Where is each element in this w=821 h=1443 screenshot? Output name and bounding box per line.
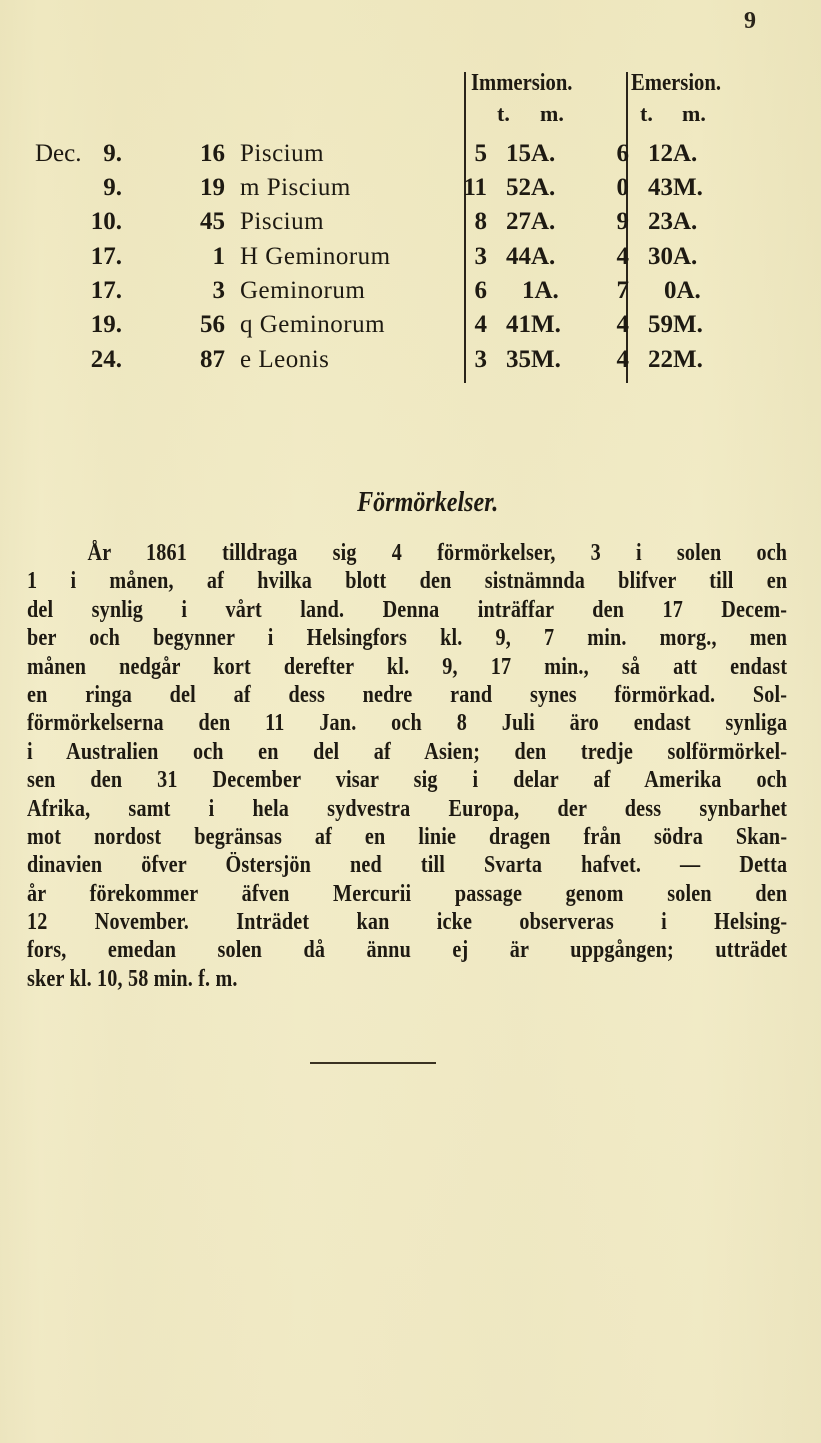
paragraph-line: Afrika, samt i hela sydvestra Europa, der dess synbarhet xyxy=(27,795,788,822)
day: 17. xyxy=(90,243,122,270)
emersion-hours: 6 xyxy=(616,140,629,167)
section-title-eclipses xyxy=(57,487,763,519)
emersion-hours: 9 xyxy=(616,208,629,235)
table-row xyxy=(0,140,821,170)
paragraph-line: månen nedgår kort derefter kl. 9, 17 min., så att endast xyxy=(27,653,788,680)
day: 9. xyxy=(103,174,122,201)
paragraph-line: 12 November. Inträdet kan icke observeras i Helsing- xyxy=(27,909,788,936)
page-number: 9 xyxy=(744,8,756,34)
emersion-minutes: 43M. xyxy=(648,174,703,201)
immersion-hours: 6 xyxy=(474,277,487,304)
immersion-minutes: 35M. xyxy=(506,346,561,373)
subheader-immersion-hours: t. xyxy=(497,101,510,126)
immersion-hours: 11 xyxy=(463,174,487,201)
star-number: 56 xyxy=(200,311,225,338)
star-name: H Geminorum xyxy=(240,243,391,270)
subheader-emersion-hours: t. xyxy=(640,101,653,126)
table-row xyxy=(0,311,821,341)
subheader-immersion-minutes: m. xyxy=(540,101,564,126)
immersion-minutes: 44A. xyxy=(506,243,556,270)
table-row xyxy=(0,277,821,307)
immersion-hours: 4 xyxy=(474,311,487,338)
section-title-text: Förmörkelser. xyxy=(357,487,499,518)
emersion-minutes: 22M. xyxy=(648,346,703,373)
emersion-minutes: 30A. xyxy=(648,243,698,270)
star-name: Piscium xyxy=(240,208,325,235)
star-name: Piscium xyxy=(240,140,325,167)
immersion-minutes: 15A. xyxy=(506,140,556,167)
emersion-hours: 7 xyxy=(616,277,629,304)
paragraph-line: mot nordost begränsas af en linie dragen från södra Skan- xyxy=(27,823,788,850)
immersion-minutes: 1A. xyxy=(522,277,559,304)
section-end-rule xyxy=(310,1062,436,1064)
star-name: m Piscium xyxy=(240,174,351,201)
table-row xyxy=(0,243,821,273)
star-name: Geminorum xyxy=(240,277,366,304)
day: 17. xyxy=(90,277,122,304)
immersion-minutes: 27A. xyxy=(506,208,556,235)
day: 9. xyxy=(103,140,122,167)
star-number: 3 xyxy=(212,277,225,304)
table-row xyxy=(0,346,821,376)
emersion-minutes: 23A. xyxy=(648,208,698,235)
table-row xyxy=(0,208,821,238)
paragraph-line: ber och begynner i Helsingfors kl. 9, 7 min. morg., men xyxy=(27,625,788,652)
star-number: 19 xyxy=(200,174,225,201)
occultation-table xyxy=(0,0,821,400)
immersion-hours: 8 xyxy=(474,208,487,235)
star-number: 1 xyxy=(212,243,225,270)
emersion-hours: 4 xyxy=(616,243,629,270)
star-number: 45 xyxy=(200,208,225,235)
paragraph-line: år förekommer äfven Mercurii passage genom solen den xyxy=(27,880,788,907)
paragraph-line: en ringa del af dess nedre rand synes förmörkad. Sol- xyxy=(27,681,788,708)
star-name: e Leonis xyxy=(240,346,330,373)
day: 19. xyxy=(90,311,122,338)
emersion-hours: 4 xyxy=(616,346,629,373)
emersion-hours: 0 xyxy=(616,174,629,201)
paragraph-line: i Australien och en del af Asien; den tredje solförmörkel- xyxy=(27,738,788,765)
paragraph-line: del synlig i vårt land. Denna inträffar den 17 Decem- xyxy=(27,596,788,623)
subheader-emersion-minutes: m. xyxy=(682,101,706,126)
immersion-hours: 3 xyxy=(474,243,487,270)
paragraph-line: sker kl. 10, 58 min. f. m. xyxy=(27,965,238,992)
emersion-minutes: 12A. xyxy=(648,140,698,167)
month-label: Dec. xyxy=(35,140,82,167)
header-emersion: Emersion. xyxy=(631,70,722,96)
day: 10. xyxy=(90,208,122,235)
table-row xyxy=(0,174,821,204)
immersion-hours: 3 xyxy=(474,346,487,373)
emersion-minutes: 0A. xyxy=(664,277,701,304)
emersion-hours: 4 xyxy=(616,311,629,338)
header-immersion: Immersion. xyxy=(471,70,573,96)
immersion-hours: 5 xyxy=(474,140,487,167)
star-number: 16 xyxy=(200,140,225,167)
emersion-minutes: 59M. xyxy=(648,311,703,338)
star-name: q Geminorum xyxy=(240,311,386,338)
paragraph-line: dinavien öfver Östersjön ned till Svarta hafvet. — Detta xyxy=(27,852,788,879)
paragraph-line: förmörkelserna den 11 Jan. och 8 Juli äro endast synliga xyxy=(27,710,788,737)
paragraph-line: fors, emedan solen då ännu ej är uppgången; utträdet xyxy=(27,937,788,964)
paragraph-line: År 1861 tilldraga sig 4 förmörkelser, 3 i solen och xyxy=(87,540,788,566)
immersion-minutes: 41M. xyxy=(506,311,561,338)
day: 24. xyxy=(90,346,122,373)
immersion-minutes: 52A. xyxy=(506,174,556,201)
paragraph-line: 1 i månen, af hvilka blott den sistnämnda blifver till en xyxy=(27,568,788,595)
paragraph-line: sen den 31 December visar sig i delar af Amerika och xyxy=(27,767,788,794)
star-number: 87 xyxy=(200,346,225,373)
eclipses-paragraph xyxy=(27,539,787,993)
